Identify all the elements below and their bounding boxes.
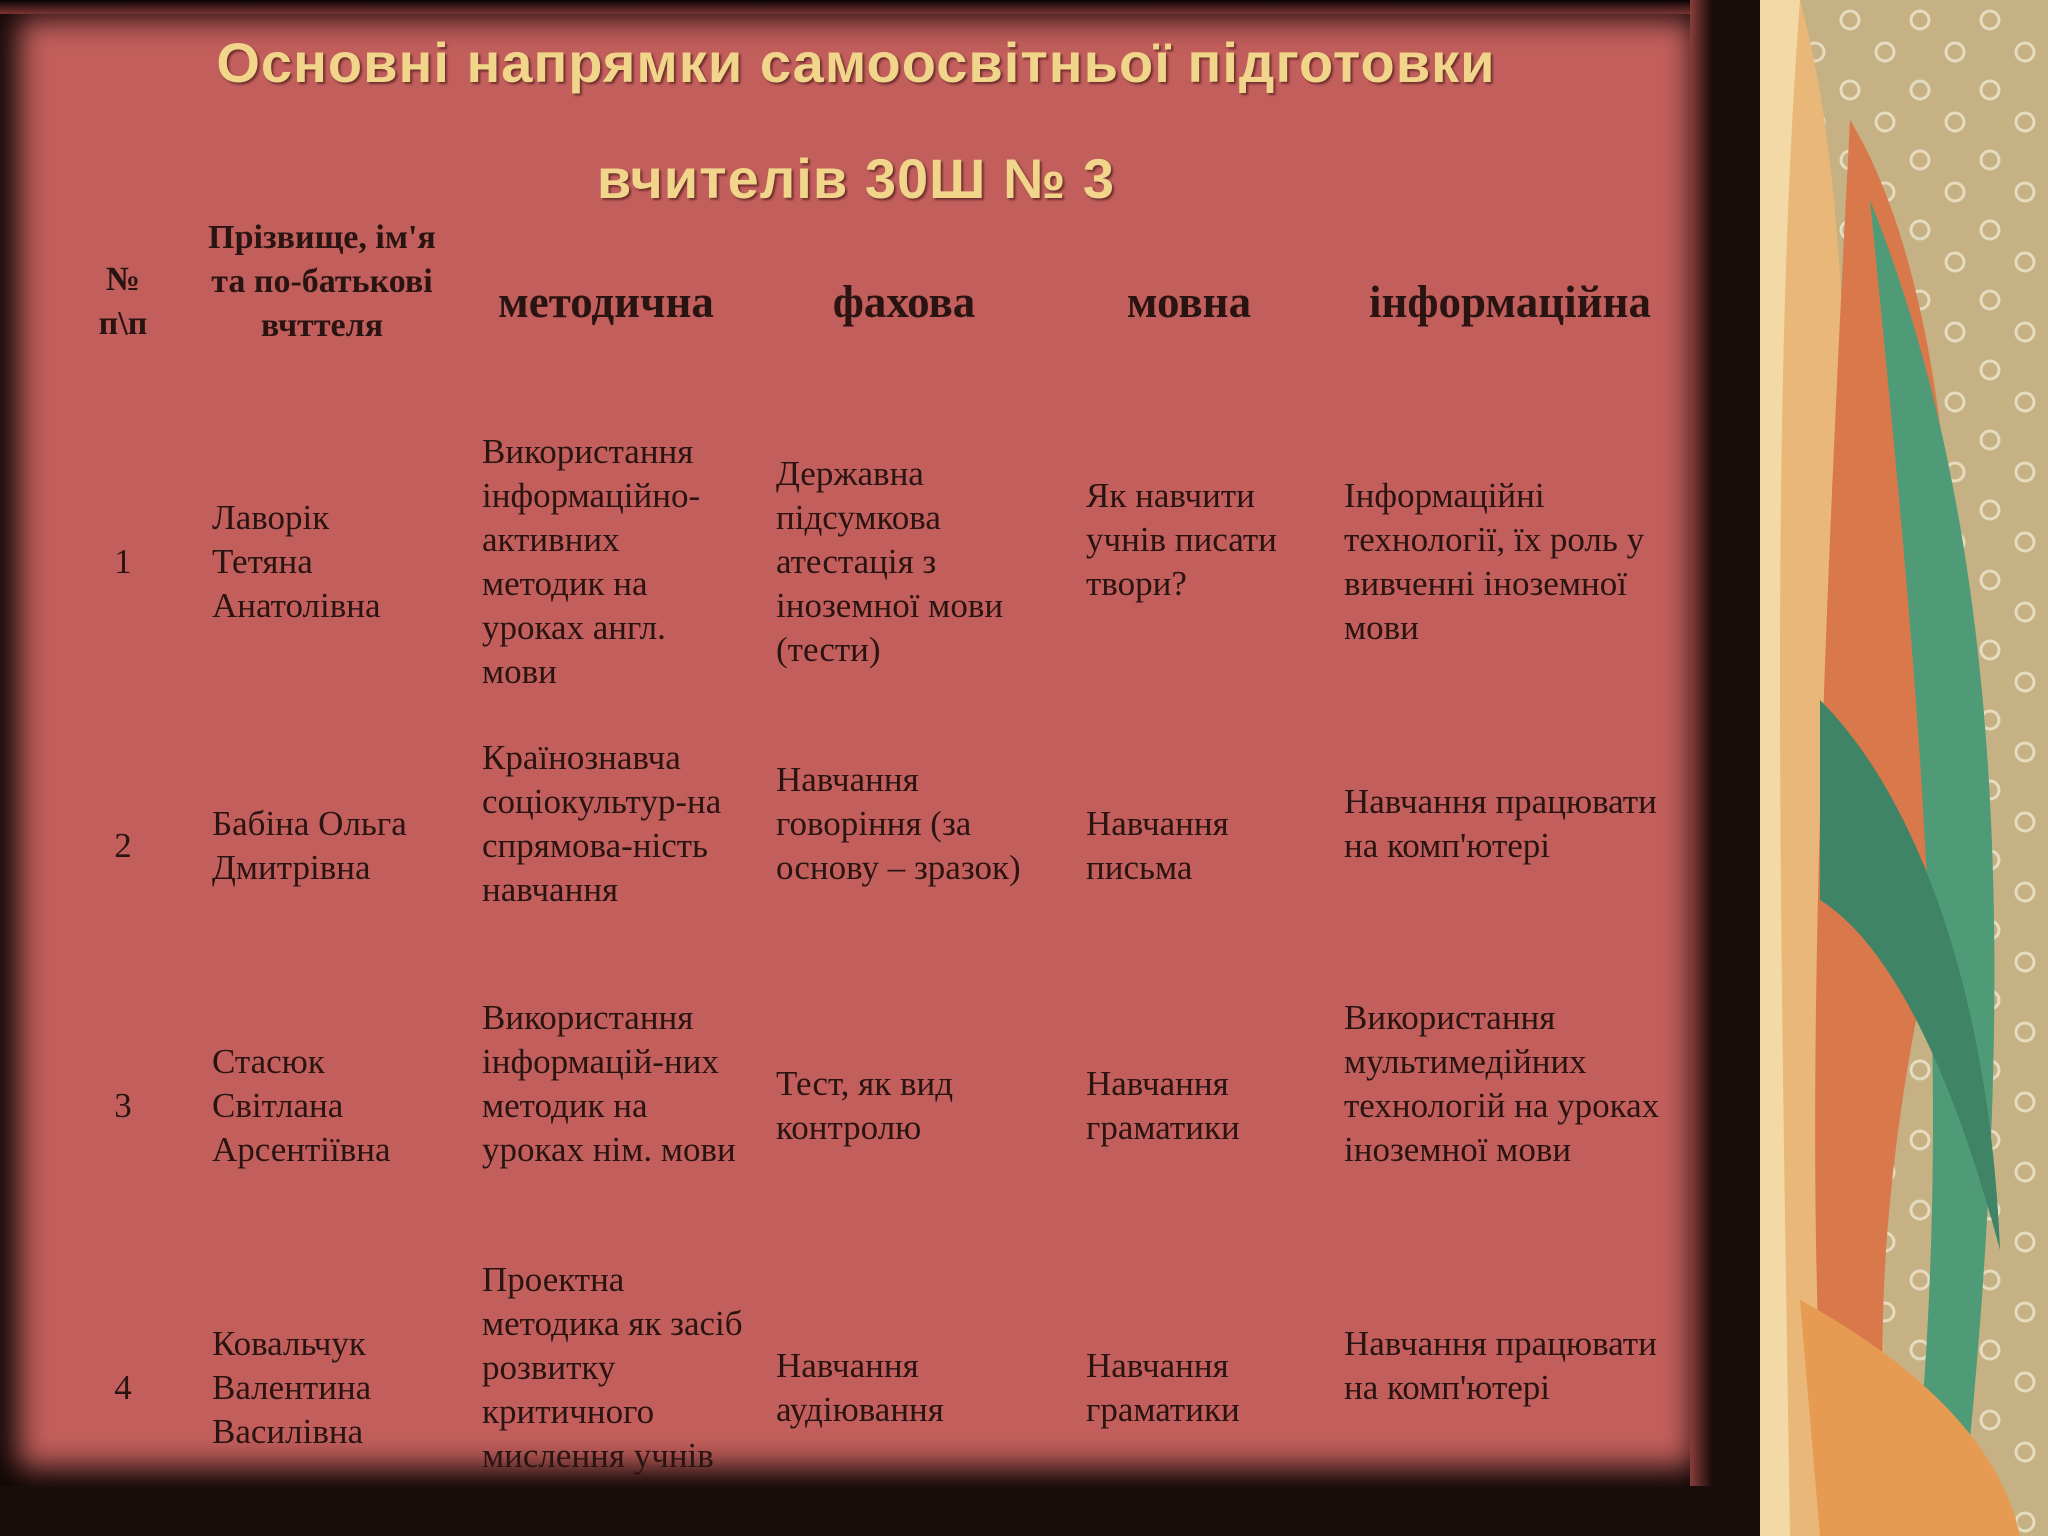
header-methodical: методична <box>498 277 714 327</box>
table-row-1-number: 1 <box>114 542 132 581</box>
table-row-3-informational: Використання мультимедійних технологій на уроках іноземної мови <box>1344 998 1660 1169</box>
table-row-1-language: Як навчити учнів писати твори? <box>1086 476 1277 603</box>
decorative-floral-drape <box>1760 0 2048 1536</box>
decorative-drape-graphic <box>1760 0 2048 1536</box>
table-row-3-language: Навчання граматики <box>1086 1064 1240 1147</box>
table-row-2-language: Навчання письма <box>1086 804 1229 887</box>
table-row-4-methodical: Проектна методика як засіб розвитку критичного мислення учнів <box>482 1260 743 1475</box>
table-row-1-name: Лаворік Тетяна Анатолівна <box>212 498 381 625</box>
table-row-4-language: Навчання граматики <box>1086 1346 1240 1429</box>
header-professional: фахова <box>832 277 976 327</box>
table-row-2-professional: Навчання говоріння (за основу – зразок) <box>776 760 1021 887</box>
table-row-3-professional: Тест, як вид контролю <box>776 1064 954 1147</box>
header-number: № п\п <box>98 261 148 342</box>
table-row-2-number: 2 <box>114 826 132 865</box>
slide-title-line-2: вчителів 30Ш № 3 <box>596 147 1116 210</box>
table-row-2-methodical: Країнознавча соціокультур-на спрямова-ність навчання <box>482 738 722 909</box>
table-row-4-professional: Навчання аудіювання <box>776 1346 944 1429</box>
table-row-1-methodical: Використання інформаційно-активних методик на уроках англ. мови <box>482 432 701 691</box>
table-row-3-methodical: Використання інформацій-них методик на уроках нім. мови <box>482 998 736 1169</box>
table-row-1-informational: Інформаційні технології, їх роль у вивченні іноземної мови <box>1344 476 1645 647</box>
header-informational: інформаційна <box>1368 277 1652 327</box>
table-row-4-informational: Навчання працювати на комп'ютері <box>1344 1324 1657 1407</box>
table-row-3-name: Стасюк Світлана Арсентіївна <box>212 1042 391 1169</box>
table-row-1-professional: Державна підсумкова атестація з іноземної мови (тести) <box>776 454 1004 669</box>
table-row-3-number: 3 <box>114 1086 132 1125</box>
table-row-2-name: Бабіна Ольга Дмитрівна <box>212 804 407 887</box>
table-row-4-name: Ковальчук Валентина Василівна <box>212 1324 372 1451</box>
header-language: мовна <box>1126 277 1252 327</box>
table-row-2-informational: Навчання працювати на комп'ютері <box>1344 782 1657 865</box>
slide-title-line-1: Основні напрямки самоосвітньої підготовки <box>216 31 1496 94</box>
table-row-4-number: 4 <box>114 1368 132 1407</box>
header-teacher-name: Прізвище, ім'я та по-батькові вчттеля <box>208 219 436 344</box>
